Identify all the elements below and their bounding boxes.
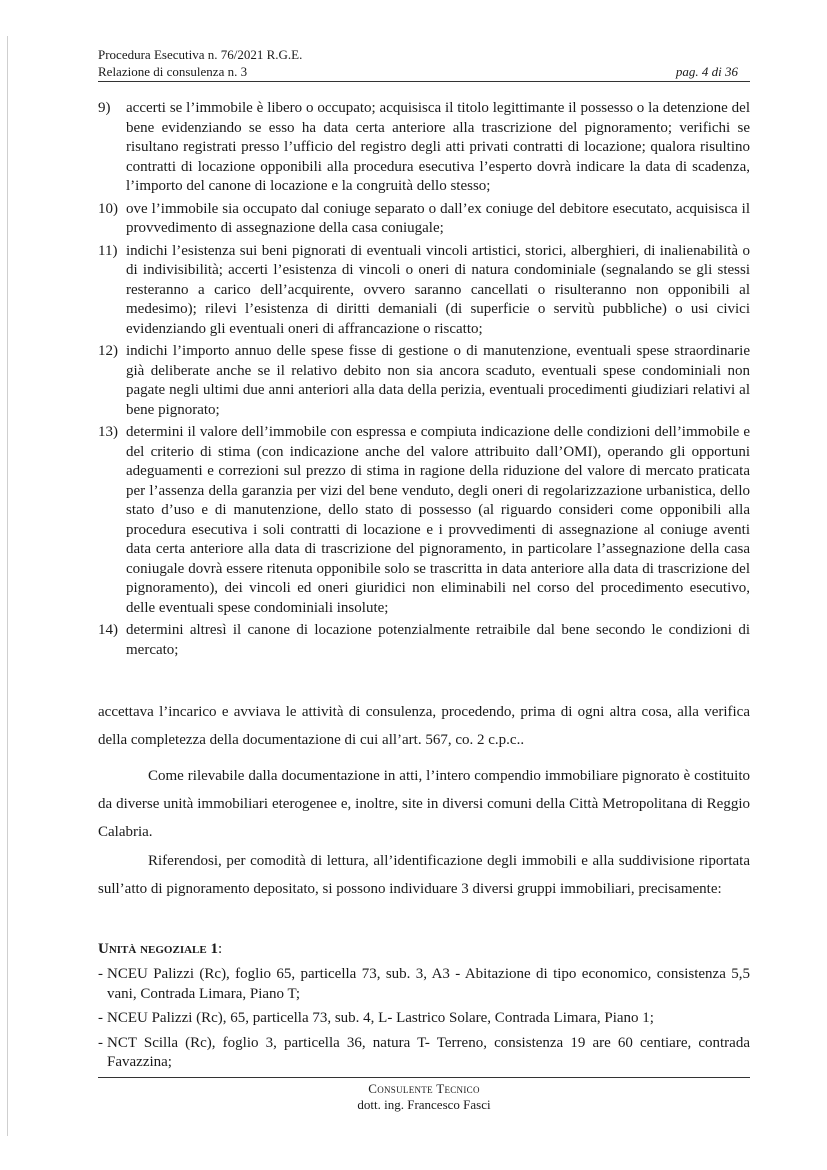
section-heading-colon: : bbox=[217, 941, 223, 957]
list-item-text: indichi l’importo annuo delle spese fisse di gestione o di manutenzione, eventuali spese straordinarie già deliberate anche se il relativo debito non sia ancora scaduto, eventuali spese condominiali non pagate negli ultimi due anni anteriori alla data della perizia, eventuali procedimenti giudiziari relativi al bene pignorato; bbox=[126, 343, 750, 418]
bullet-dash: - bbox=[98, 966, 103, 982]
body-paragraph-groups: Riferendosi, per comodità di lettura, all’identificazione degli immobili e alla suddivisione riportata sull’atto di pignoramento depositato, si possono individuare 3 diversi gruppi immobiliari, precisamente: bbox=[98, 853, 750, 897]
section-heading-text: Unità negoziale 1 bbox=[98, 941, 218, 957]
list-item-text: ove l’immobile sia occupato dal coniuge separato o dall’ex coniuge del debitore esecutato, acquisisca il provvedimento di assegnazione della casa coniugale; bbox=[126, 200, 750, 236]
list-item-number: 14) bbox=[98, 622, 118, 638]
bullet-dash: - bbox=[98, 1034, 103, 1051]
list-item bbox=[98, 200, 750, 239]
property-item bbox=[98, 1009, 750, 1029]
header-rule bbox=[98, 81, 750, 82]
property-item-text: NCEU Palizzi (Rc), 65, particella 73, sub. 4, L- Lastrico Solare, Contrada Limara, Piano 1; bbox=[107, 1010, 654, 1026]
page-edge-line bbox=[7, 36, 8, 1136]
list-item-text: accerti se l’immobile è libero o occupato; acquisisca il titolo legittimante il possesso o la detenzione del bene evidenziando se esso ha data certa anteriore alla trascrizione del pignoramento; verifichi se risultano registrati presso l’ufficio del registro degli atti privati contratti di locazione; qualora risultino contratti di locazione opponibili alla procedura esecutiva l’esperto dovrà indicare la data di scadenza, l’importo del canone di locazione e la congruità dello stesso; bbox=[126, 100, 750, 194]
list-item-number: 9) bbox=[98, 100, 111, 116]
list-item-number: 12) bbox=[98, 343, 118, 359]
property-item bbox=[98, 965, 750, 1004]
list-item-text: indichi l’esistenza sui beni pignorati di eventuali vincoli artistici, storici, alberghieri, di inalienabilità o di indivisibilità; accerti l’esistenza di vincoli o oneri di natura condominiale (segnalando se gli stessi resteranno a carico dell’acquirente, ovvero saranno cancellati o risulteranno non opponibili al medesimo); rilevi l’esistenza di diritti demaniali (di superficie o servitù pubbliche) o usi civici evidenziando gli eventuali oneri di affrancazione o riscatto; bbox=[126, 242, 750, 337]
list-item bbox=[98, 342, 750, 420]
list-item-number: 13) bbox=[98, 424, 118, 440]
list-item bbox=[98, 99, 750, 197]
list-item-number: 11) bbox=[98, 242, 118, 259]
page-footer bbox=[98, 1077, 750, 1113]
numbered-list bbox=[98, 99, 750, 663]
list-item bbox=[98, 423, 750, 618]
property-list bbox=[98, 965, 750, 1078]
list-item bbox=[98, 242, 750, 340]
list-item-number: 10) bbox=[98, 200, 118, 217]
header-second-line bbox=[98, 63, 750, 80]
procedure-reference: Procedura Esecutiva n. 76/2021 R.G.E. bbox=[98, 47, 303, 62]
property-item-text: NCT Scilla (Rc), foglio 3, particella 36, natura T- Terreno, consistenza 19 are 60 centiare, contrada Favazzina; bbox=[107, 1034, 750, 1070]
body-paragraph-compendium: Come rilevabile dalla documentazione in atti, l’intero compendio immobiliare pignorato è costituito da diverse unità immobiliari eterogenee e, inoltre, site in diversi comuni della Città Metropolitana di Reggio Calabria. bbox=[98, 768, 750, 840]
section-heading bbox=[98, 939, 222, 959]
property-item-text: NCEU Palizzi (Rc), foglio 65, particella 73, sub. 3, A3 - Abitazione di tipo economico, consistenza 5,5 vani, Contrada Limara, Piano T; bbox=[107, 966, 750, 1002]
footer-role: Consulente Tecnico bbox=[368, 1081, 480, 1096]
footer-author: dott. ing. Francesco Fasci bbox=[357, 1097, 491, 1112]
page-number: pag. 4 di 36 bbox=[675, 64, 738, 79]
bullet-dash: - bbox=[98, 1010, 103, 1026]
property-item bbox=[98, 1034, 750, 1073]
footer-rule bbox=[98, 1077, 750, 1078]
list-item bbox=[98, 621, 750, 660]
body-paragraph-acceptance: accettava l’incarico e avviava le attività di consulenza, procedendo, prima di ogni altra cosa, alla verifica della completezza della documentazione di cui all’art. 567, co. 2 c.p.c.. bbox=[98, 704, 750, 748]
report-reference: Relazione di consulenza n. 3 bbox=[98, 64, 248, 79]
list-item-text: determini altresì il canone di locazione potenzialmente retraibile dal bene secondo le condizioni di mercato; bbox=[126, 622, 750, 658]
list-item-text: determini il valore dell’immobile con espressa e compiuta indicazione delle condizioni dell’immobile e del criterio di stima (con indicazione anche del valore attribuito dall’OMI), operando gli opportuni adeguamenti e correzioni sul prezzo di stima in ragione della riduzione del valore di mercato praticata per l’assenza della garanzia per vizi del bene venduto, degli oneri di regolarizzazione urbanistica, dello stato d’uso e di manutenzione, dello stato di possesso (al riguardo consideri come opponibili alla procedura esecutiva i soli contratti di locazione e i provvedimenti di assegnazione al coniuge aventi data certa anteriore alla data di trascrizione del pignoramento, in particolare l’assegnazione della casa coniugale dovrà essere ritenuta opponibile solo se trascritta in data anteriore alla data di trascrizione del pignoramento), dei vincoli ed oneri giuridici non eliminabili nel corso del procedimento esecutivo, delle eventuali spese condominiali insolute; bbox=[126, 424, 750, 616]
page-header bbox=[98, 46, 750, 82]
